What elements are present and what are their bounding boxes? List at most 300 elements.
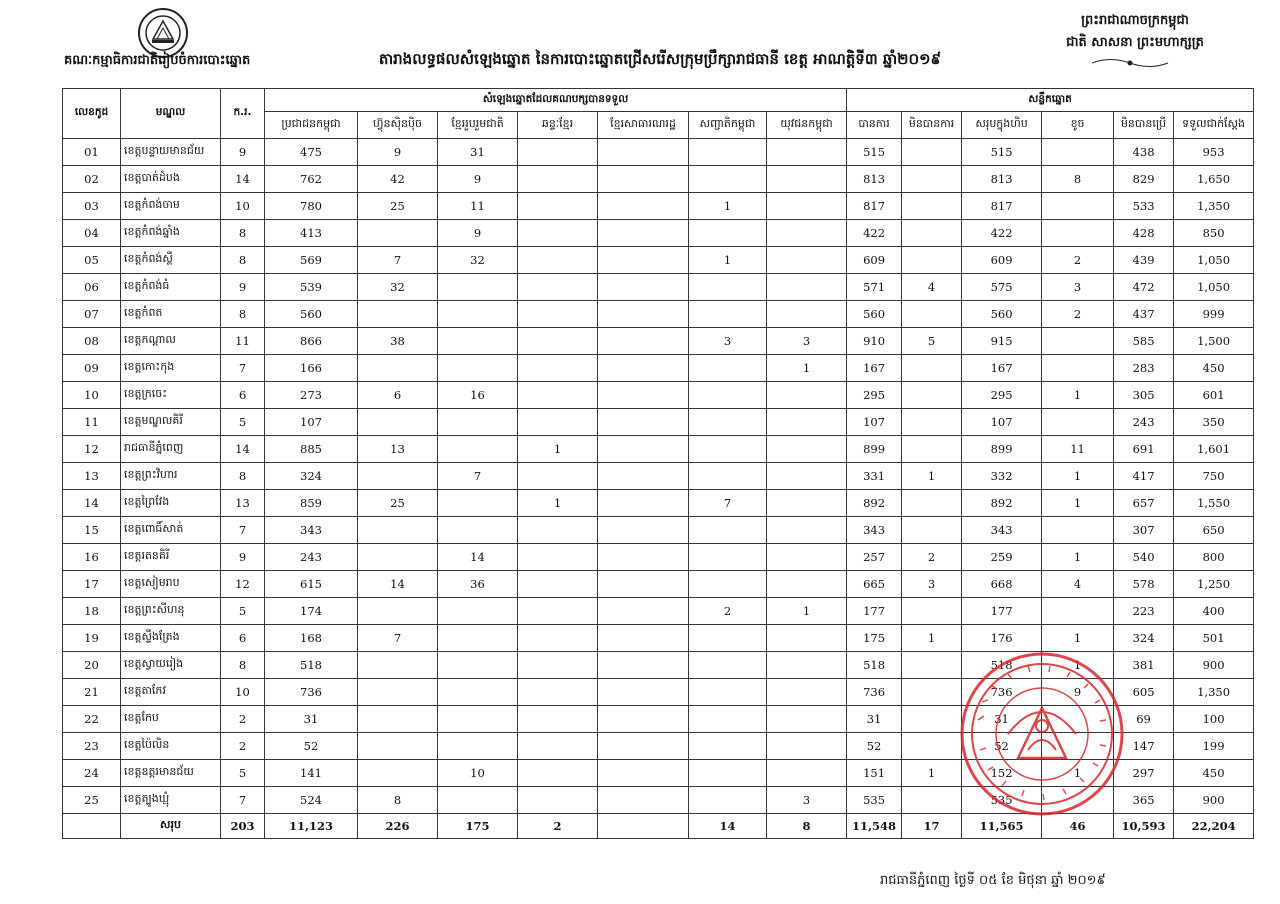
- seats-cell: 7: [221, 787, 265, 814]
- p6-cell: [689, 652, 767, 679]
- p6-cell: [689, 382, 767, 409]
- page-title: តារាងលទ្ធផលសំឡេងឆ្នោត នៃការបោះឆ្នោតជ្រើសរើសក្រុមប្រឹក្សារាជធានី ខេត្ត អាណត្តិទី៣ ឆ្នាំ២០១៩: [378, 50, 942, 68]
- spoiled-cell: [1042, 517, 1114, 544]
- table-row: [63, 301, 1254, 328]
- spoiled-cell: 11: [1042, 436, 1114, 463]
- p7-cell: 3: [767, 328, 847, 355]
- p1-cell: 343: [265, 517, 358, 544]
- p7-cell: 3: [767, 787, 847, 814]
- unit-name-cell: ខេត្តកំពង់ធំ: [121, 274, 221, 301]
- p2-cell: 14: [358, 571, 438, 598]
- table-row: [63, 328, 1254, 355]
- total-in-box: 11,565: [962, 814, 1042, 839]
- p5-cell: [598, 382, 689, 409]
- p3-cell: 31: [438, 139, 518, 166]
- spoiled-cell: [1042, 355, 1114, 382]
- p2-cell: 32: [358, 274, 438, 301]
- total-cell: 107: [962, 409, 1042, 436]
- seats-cell: 7: [221, 517, 265, 544]
- p4-cell: [518, 787, 598, 814]
- p7-cell: [767, 517, 847, 544]
- p6-cell: [689, 679, 767, 706]
- p4-cell: [518, 571, 598, 598]
- p1-cell: 168: [265, 625, 358, 652]
- seats-cell: 6: [221, 625, 265, 652]
- p4-cell: [518, 544, 598, 571]
- total-received: 22,204: [1174, 814, 1254, 839]
- table-row: [63, 517, 1254, 544]
- unit-name-cell: ខេត្តកំពង់ស្ពឺ: [121, 247, 221, 274]
- p7-cell: [767, 571, 847, 598]
- p1-cell: 475: [265, 139, 358, 166]
- unit-name-cell: ខេត្តរតនគិរី: [121, 544, 221, 571]
- spoiled-cell: [1042, 139, 1114, 166]
- p4-cell: [518, 193, 598, 220]
- table-row: [63, 247, 1254, 274]
- p2-cell: [358, 706, 438, 733]
- unit-name-cell: ខេត្តសៀមរាប: [121, 571, 221, 598]
- header-seats: ក.រ.: [221, 89, 265, 139]
- table-row: [63, 166, 1254, 193]
- p4-cell: [518, 166, 598, 193]
- total-invalid: 17: [902, 814, 962, 839]
- unit-name-cell: ខេត្តស្ទឹងត្រែង: [121, 625, 221, 652]
- unused-cell: 381: [1114, 652, 1174, 679]
- spoiled-cell: 3: [1042, 274, 1114, 301]
- spoiled-cell: 1: [1042, 760, 1114, 787]
- total-cell: 31: [962, 706, 1042, 733]
- header-ballots: សន្លឹកឆ្នោត: [847, 89, 1254, 112]
- p3-cell: 10: [438, 760, 518, 787]
- p4-cell: 1: [518, 436, 598, 463]
- total-cell: 515: [962, 139, 1042, 166]
- spoiled-cell: 1: [1042, 544, 1114, 571]
- p4-cell: [518, 517, 598, 544]
- p2-cell: [358, 598, 438, 625]
- received-cell: 501: [1174, 625, 1254, 652]
- p2-cell: [358, 301, 438, 328]
- p4-cell: [518, 760, 598, 787]
- seats-cell: 5: [221, 409, 265, 436]
- kingdom-label: ព្រះរាជាណាចក្រកម្ពុជា: [1081, 13, 1189, 28]
- valid-cell: 736: [847, 679, 902, 706]
- seats-cell: 8: [221, 301, 265, 328]
- p7-cell: [767, 139, 847, 166]
- total-cell: 609: [962, 247, 1042, 274]
- p2-cell: [358, 409, 438, 436]
- p4-cell: [518, 733, 598, 760]
- flourish-ornament: [1090, 56, 1170, 70]
- seats-cell: 6: [221, 382, 265, 409]
- unused-cell: 147: [1114, 733, 1174, 760]
- p6-cell: [689, 544, 767, 571]
- p5-cell: [598, 598, 689, 625]
- seats-cell: 5: [221, 598, 265, 625]
- seats-cell: 8: [221, 652, 265, 679]
- received-cell: 750: [1174, 463, 1254, 490]
- p3-cell: 9: [438, 166, 518, 193]
- ballot-header: ខូច: [1042, 112, 1114, 139]
- unused-cell: 297: [1114, 760, 1174, 787]
- p2-cell: [358, 517, 438, 544]
- header-unit: មណ្ឌល: [121, 89, 221, 139]
- code-cell: 09: [63, 355, 121, 382]
- p5-cell: [598, 733, 689, 760]
- p1-cell: 141: [265, 760, 358, 787]
- total-cell: 736: [962, 679, 1042, 706]
- p5-cell: [598, 706, 689, 733]
- received-cell: 999: [1174, 301, 1254, 328]
- p2-cell: [358, 679, 438, 706]
- total-cell: 668: [962, 571, 1042, 598]
- unused-cell: 605: [1114, 679, 1174, 706]
- p3-cell: 16: [438, 382, 518, 409]
- p4-cell: [518, 328, 598, 355]
- party-header: ប្រជាជនកម្ពុជា: [265, 112, 358, 139]
- p4-cell: [518, 247, 598, 274]
- received-cell: 450: [1174, 760, 1254, 787]
- total-cell: 560: [962, 301, 1042, 328]
- seats-cell: 9: [221, 544, 265, 571]
- received-cell: 450: [1174, 355, 1254, 382]
- valid-cell: 177: [847, 598, 902, 625]
- p6-cell: 2: [689, 598, 767, 625]
- p6-cell: 3: [689, 328, 767, 355]
- party-header: ខ្មែរសាធារណរដ្ឋ: [598, 112, 689, 139]
- total-p2: 226: [358, 814, 438, 839]
- unused-cell: 657: [1114, 490, 1174, 517]
- p7-cell: [767, 247, 847, 274]
- seats-cell: 10: [221, 679, 265, 706]
- party-header: ខ្មែររួបរួមជាតិ: [438, 112, 518, 139]
- p5-cell: [598, 301, 689, 328]
- p6-cell: [689, 355, 767, 382]
- p5-cell: [598, 247, 689, 274]
- unused-cell: 540: [1114, 544, 1174, 571]
- received-cell: 900: [1174, 787, 1254, 814]
- p6-cell: [689, 409, 767, 436]
- p1-cell: 31: [265, 706, 358, 733]
- valid-cell: 515: [847, 139, 902, 166]
- spoiled-cell: [1042, 193, 1114, 220]
- code-cell: 18: [63, 598, 121, 625]
- received-cell: 800: [1174, 544, 1254, 571]
- spoiled-cell: 1: [1042, 652, 1114, 679]
- p4-cell: [518, 463, 598, 490]
- spoiled-cell: [1042, 220, 1114, 247]
- p3-cell: [438, 679, 518, 706]
- p6-cell: 1: [689, 193, 767, 220]
- spoiled-cell: 4: [1042, 571, 1114, 598]
- unused-cell: 243: [1114, 409, 1174, 436]
- unused-cell: 691: [1114, 436, 1174, 463]
- received-cell: 100: [1174, 706, 1254, 733]
- p1-cell: 780: [265, 193, 358, 220]
- unused-cell: 829: [1114, 166, 1174, 193]
- p7-cell: [767, 409, 847, 436]
- p6-cell: [689, 760, 767, 787]
- invalid-cell: [902, 166, 962, 193]
- unused-cell: 533: [1114, 193, 1174, 220]
- p2-cell: 7: [358, 625, 438, 652]
- p7-cell: [767, 625, 847, 652]
- p5-cell: [598, 760, 689, 787]
- unused-cell: 428: [1114, 220, 1174, 247]
- p4-cell: [518, 382, 598, 409]
- motto-label: ជាតិ សាសនា ព្រះមហាក្សត្រ: [1066, 35, 1204, 50]
- unit-name-cell: ខេត្តបាត់ដំបង: [121, 166, 221, 193]
- spoiled-cell: 1: [1042, 382, 1114, 409]
- official-seal-stamp: [958, 650, 1126, 818]
- code-cell: 22: [63, 706, 121, 733]
- p2-cell: 42: [358, 166, 438, 193]
- received-cell: 199: [1174, 733, 1254, 760]
- code-cell: 19: [63, 625, 121, 652]
- total-p7: 8: [767, 814, 847, 839]
- seats-cell: 2: [221, 706, 265, 733]
- p5-cell: [598, 787, 689, 814]
- invalid-cell: [902, 706, 962, 733]
- p2-cell: [358, 355, 438, 382]
- table-row: [63, 544, 1254, 571]
- p1-cell: 524: [265, 787, 358, 814]
- p2-cell: 13: [358, 436, 438, 463]
- unused-cell: 305: [1114, 382, 1174, 409]
- code-cell: 13: [63, 463, 121, 490]
- p6-cell: 7: [689, 490, 767, 517]
- received-cell: 1,500: [1174, 328, 1254, 355]
- p6-cell: [689, 436, 767, 463]
- p5-cell: [598, 328, 689, 355]
- unit-name-cell: ខេត្តពោធិ៍សាត់: [121, 517, 221, 544]
- p5-cell: [598, 139, 689, 166]
- p5-cell: [598, 193, 689, 220]
- p7-cell: [767, 220, 847, 247]
- p3-cell: [438, 598, 518, 625]
- p5-cell: [598, 220, 689, 247]
- valid-cell: 609: [847, 247, 902, 274]
- valid-cell: 31: [847, 706, 902, 733]
- p5-cell: [598, 274, 689, 301]
- total-cell: 295: [962, 382, 1042, 409]
- p1-cell: 243: [265, 544, 358, 571]
- p7-cell: [767, 490, 847, 517]
- unit-name-cell: ខេត្តព្រះសីហនុ: [121, 598, 221, 625]
- p2-cell: 9: [358, 139, 438, 166]
- p6-cell: [689, 463, 767, 490]
- unit-name-cell: ខេត្តព្រះវិហារ: [121, 463, 221, 490]
- invalid-cell: 5: [902, 328, 962, 355]
- total-cell: 817: [962, 193, 1042, 220]
- p2-cell: [358, 733, 438, 760]
- received-cell: 900: [1174, 652, 1254, 679]
- seats-cell: 2: [221, 733, 265, 760]
- p7-cell: [767, 301, 847, 328]
- valid-cell: 899: [847, 436, 902, 463]
- p3-cell: 7: [438, 463, 518, 490]
- received-cell: 400: [1174, 598, 1254, 625]
- received-cell: 350: [1174, 409, 1254, 436]
- invalid-cell: 2: [902, 544, 962, 571]
- p4-cell: [518, 679, 598, 706]
- code-cell: 11: [63, 409, 121, 436]
- invalid-cell: [902, 301, 962, 328]
- p3-cell: [438, 355, 518, 382]
- p3-cell: 11: [438, 193, 518, 220]
- party-header: យុវជនកម្ពុជា: [767, 112, 847, 139]
- ballot-header: សរុបក្នុងហិប: [962, 112, 1042, 139]
- total-cell: 52: [962, 733, 1042, 760]
- p1-cell: 736: [265, 679, 358, 706]
- code-cell: 16: [63, 544, 121, 571]
- unused-cell: 69: [1114, 706, 1174, 733]
- unused-cell: 324: [1114, 625, 1174, 652]
- valid-cell: 295: [847, 382, 902, 409]
- received-cell: 1,250: [1174, 571, 1254, 598]
- total-cell: 422: [962, 220, 1042, 247]
- p3-cell: 14: [438, 544, 518, 571]
- p5-cell: [598, 625, 689, 652]
- unused-cell: 417: [1114, 463, 1174, 490]
- p4-cell: [518, 409, 598, 436]
- unit-name-cell: ខេត្តស្វាយរៀង: [121, 652, 221, 679]
- valid-cell: 175: [847, 625, 902, 652]
- p4-cell: [518, 355, 598, 382]
- p7-cell: [767, 166, 847, 193]
- p3-cell: [438, 517, 518, 544]
- p5-cell: [598, 679, 689, 706]
- spoiled-cell: 2: [1042, 247, 1114, 274]
- total-cell: 899: [962, 436, 1042, 463]
- emblem-icon: [143, 13, 183, 53]
- p7-cell: [767, 760, 847, 787]
- unused-cell: 437: [1114, 301, 1174, 328]
- total-p3: 175: [438, 814, 518, 839]
- unit-name-cell: ខេត្តតាកែវ: [121, 679, 221, 706]
- invalid-cell: [902, 652, 962, 679]
- p6-cell: [689, 733, 767, 760]
- seats-cell: 10: [221, 193, 265, 220]
- spoiled-cell: 1: [1042, 463, 1114, 490]
- unused-cell: 472: [1114, 274, 1174, 301]
- p4-cell: [518, 274, 598, 301]
- total-cell: 535: [962, 787, 1042, 814]
- invalid-cell: [902, 490, 962, 517]
- spoiled-cell: 1: [1042, 625, 1114, 652]
- total-cell: 176: [962, 625, 1042, 652]
- seats-cell: 12: [221, 571, 265, 598]
- p4-cell: [518, 220, 598, 247]
- ballot-header: មិនបានប្រើ: [1114, 112, 1174, 139]
- p3-cell: [438, 436, 518, 463]
- p7-cell: [767, 733, 847, 760]
- table-row: [63, 463, 1254, 490]
- p6-cell: [689, 301, 767, 328]
- party-header: ហ៊្វុនស៊ិនប៉ិច: [358, 112, 438, 139]
- total-p5: [598, 814, 689, 839]
- p5-cell: [598, 544, 689, 571]
- p2-cell: 8: [358, 787, 438, 814]
- p5-cell: [598, 355, 689, 382]
- p2-cell: 38: [358, 328, 438, 355]
- received-cell: 1,601: [1174, 436, 1254, 463]
- code-cell: 20: [63, 652, 121, 679]
- p2-cell: 25: [358, 490, 438, 517]
- valid-cell: 817: [847, 193, 902, 220]
- total-code-cell: [63, 814, 121, 839]
- invalid-cell: [902, 355, 962, 382]
- table-row: [63, 274, 1254, 301]
- unit-name-cell: ខេត្តប៉ៃលិន: [121, 733, 221, 760]
- spoiled-cell: [1042, 598, 1114, 625]
- ballot-header: មិនបានការ: [902, 112, 962, 139]
- p1-cell: 166: [265, 355, 358, 382]
- unused-cell: 223: [1114, 598, 1174, 625]
- total-p4: 2: [518, 814, 598, 839]
- code-cell: 21: [63, 679, 121, 706]
- header-code: លេខកូដ: [63, 89, 121, 139]
- valid-cell: 665: [847, 571, 902, 598]
- seats-cell: 8: [221, 220, 265, 247]
- invalid-cell: [902, 598, 962, 625]
- seats-cell: 7: [221, 355, 265, 382]
- p2-cell: [358, 652, 438, 679]
- table-row: [63, 220, 1254, 247]
- p7-cell: [767, 679, 847, 706]
- p3-cell: 36: [438, 571, 518, 598]
- invalid-cell: [902, 436, 962, 463]
- valid-cell: 535: [847, 787, 902, 814]
- p3-cell: [438, 706, 518, 733]
- spoiled-cell: [1042, 328, 1114, 355]
- valid-cell: 813: [847, 166, 902, 193]
- valid-cell: 343: [847, 517, 902, 544]
- p3-cell: [438, 652, 518, 679]
- unit-name-cell: ខេត្តមណ្ឌលគិរី: [121, 409, 221, 436]
- p4-cell: [518, 706, 598, 733]
- p2-cell: 25: [358, 193, 438, 220]
- code-cell: 01: [63, 139, 121, 166]
- code-cell: 25: [63, 787, 121, 814]
- total-cell: 177: [962, 598, 1042, 625]
- total-cell: 915: [962, 328, 1042, 355]
- p4-cell: [518, 652, 598, 679]
- total-cell: 332: [962, 463, 1042, 490]
- p3-cell: [438, 301, 518, 328]
- p1-cell: 762: [265, 166, 358, 193]
- p2-cell: [358, 220, 438, 247]
- table-row: [63, 598, 1254, 625]
- p3-cell: [438, 274, 518, 301]
- received-cell: 1,550: [1174, 490, 1254, 517]
- unit-name-cell: រាជធានីភ្នំពេញ: [121, 436, 221, 463]
- invalid-cell: [902, 517, 962, 544]
- code-cell: 24: [63, 760, 121, 787]
- unit-name-cell: ខេត្តក្រចេះ: [121, 382, 221, 409]
- unused-cell: 585: [1114, 328, 1174, 355]
- valid-cell: 52: [847, 733, 902, 760]
- valid-cell: 422: [847, 220, 902, 247]
- p6-cell: [689, 787, 767, 814]
- p4-cell: [518, 139, 598, 166]
- p7-cell: [767, 706, 847, 733]
- table-row: [63, 436, 1254, 463]
- p5-cell: [598, 517, 689, 544]
- valid-cell: 331: [847, 463, 902, 490]
- p3-cell: 32: [438, 247, 518, 274]
- unit-name-cell: ខេត្តកណ្តាល: [121, 328, 221, 355]
- p7-cell: [767, 274, 847, 301]
